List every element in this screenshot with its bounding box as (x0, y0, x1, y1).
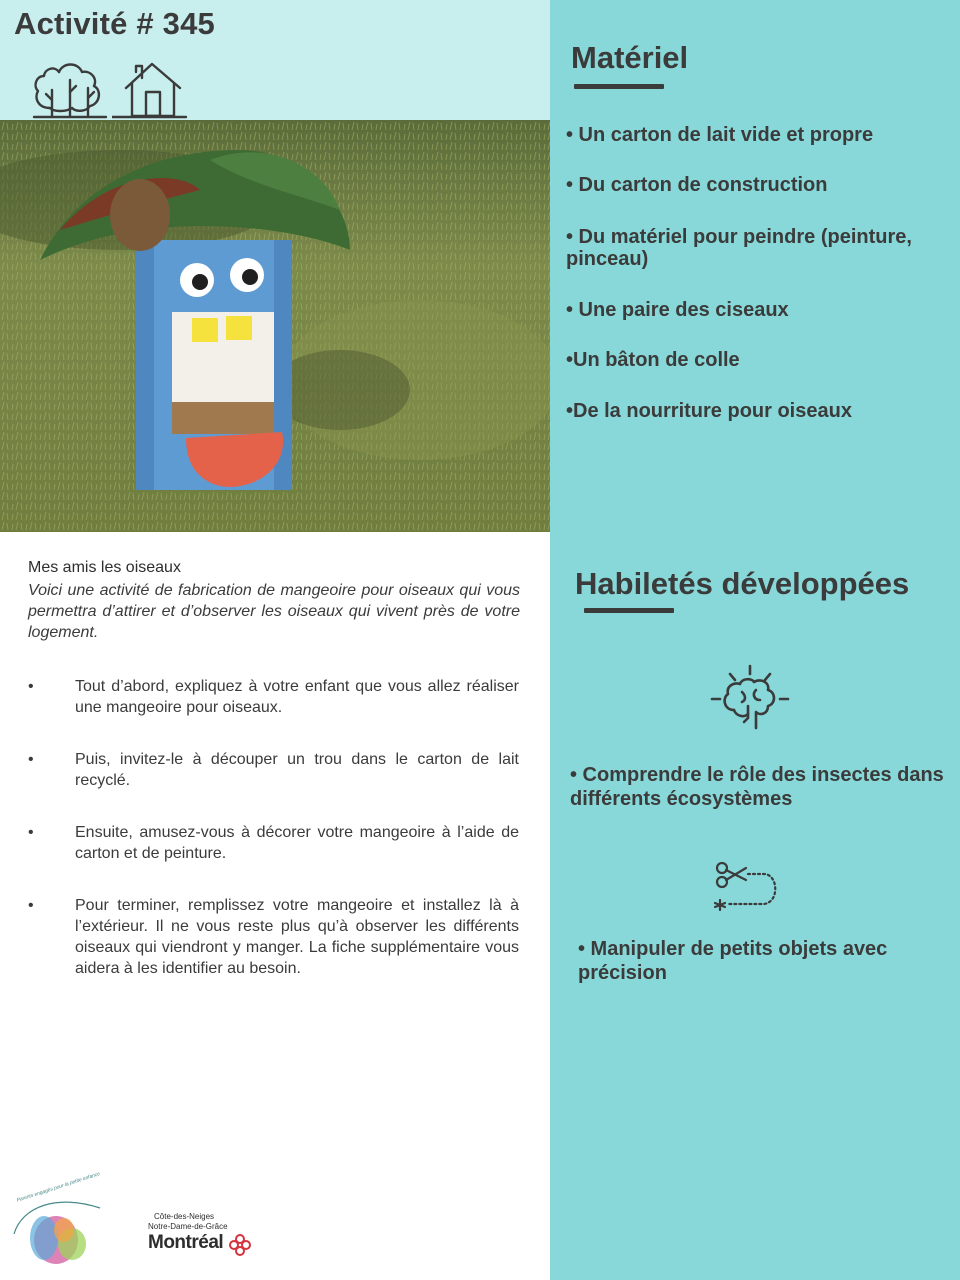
trees-icon (30, 58, 110, 120)
scissors-icon (712, 856, 792, 916)
skill-text: • Comprendre le rôle des insectes dans différents écosystèmes (570, 764, 944, 810)
materiel-heading: Matériel (571, 40, 689, 75)
bullet: • (28, 897, 34, 914)
step-text: Pour terminer, remplissez votre mangeoire et installez là à l’extérieur. Il ne vous reste plus qu’à observer les différents oiseaux qui viendront y manger. La fiche supplémentaire vous aidera à les identifier au besoin. (75, 897, 519, 977)
right-panel (550, 0, 960, 1280)
header-band (0, 0, 550, 120)
bullet: • (28, 678, 34, 695)
activity-description (28, 558, 520, 643)
bird-feeder-photo (0, 120, 550, 532)
list-item: •Un bâton de colle (566, 349, 740, 371)
rosette-icon (229, 1234, 251, 1256)
list-item: • Du carton de construction (566, 174, 828, 196)
skills-underline (584, 608, 674, 613)
bullet: • (28, 751, 34, 768)
materiel-underline (574, 84, 664, 89)
hands-logo-icon (8, 1190, 118, 1270)
logo-parents-engages (8, 1171, 118, 1270)
skill-text: • Manipuler de petits objets avec précision (578, 938, 888, 984)
logo2-line1: Côte-des-Neiges (154, 1212, 215, 1221)
list-item: • Un carton de lait vide et propre (566, 124, 874, 146)
house-icon (112, 58, 192, 120)
step-text: Tout d’abord, expliquez à votre enfant que vous allez réaliser une mangeoire pour oiseaux. (75, 678, 519, 716)
list-item: • Une paire des ciseaux (566, 299, 789, 321)
brain-icon (706, 662, 796, 738)
logo-montreal (138, 1206, 268, 1266)
list-item: • Du matériel pour peindre (peinture, pinceau) (566, 226, 912, 270)
skills-heading: Habiletés développées (575, 566, 910, 601)
step-text: Puis, invitez-le à découper un trou dans le carton de lait recyclé. (75, 751, 519, 789)
logo2-city: Montréal (148, 1232, 224, 1253)
bullet: • (28, 824, 34, 841)
step-text: Ensuite, amusez-vous à décorer votre mangeoire à l’aide de carton et de peinture. (75, 824, 519, 862)
activity-title: Mes amis les oiseaux (28, 559, 181, 576)
logo1-text: Parents engagés pour la petite enfance (16, 1171, 101, 1204)
activity-intro: Voici une activité de fabrication de mangeoire pour oiseaux qui vous permettra d’attirer et d’observer les oiseaux qui vivent près de votre logement. (28, 582, 520, 641)
footer-logos (8, 1171, 268, 1270)
logo2-line2: Notre-Dame-de-Grâce (148, 1222, 228, 1231)
page-title: Activité # 345 (14, 6, 215, 41)
list-item: •De la nourriture pour oiseaux (566, 400, 852, 422)
